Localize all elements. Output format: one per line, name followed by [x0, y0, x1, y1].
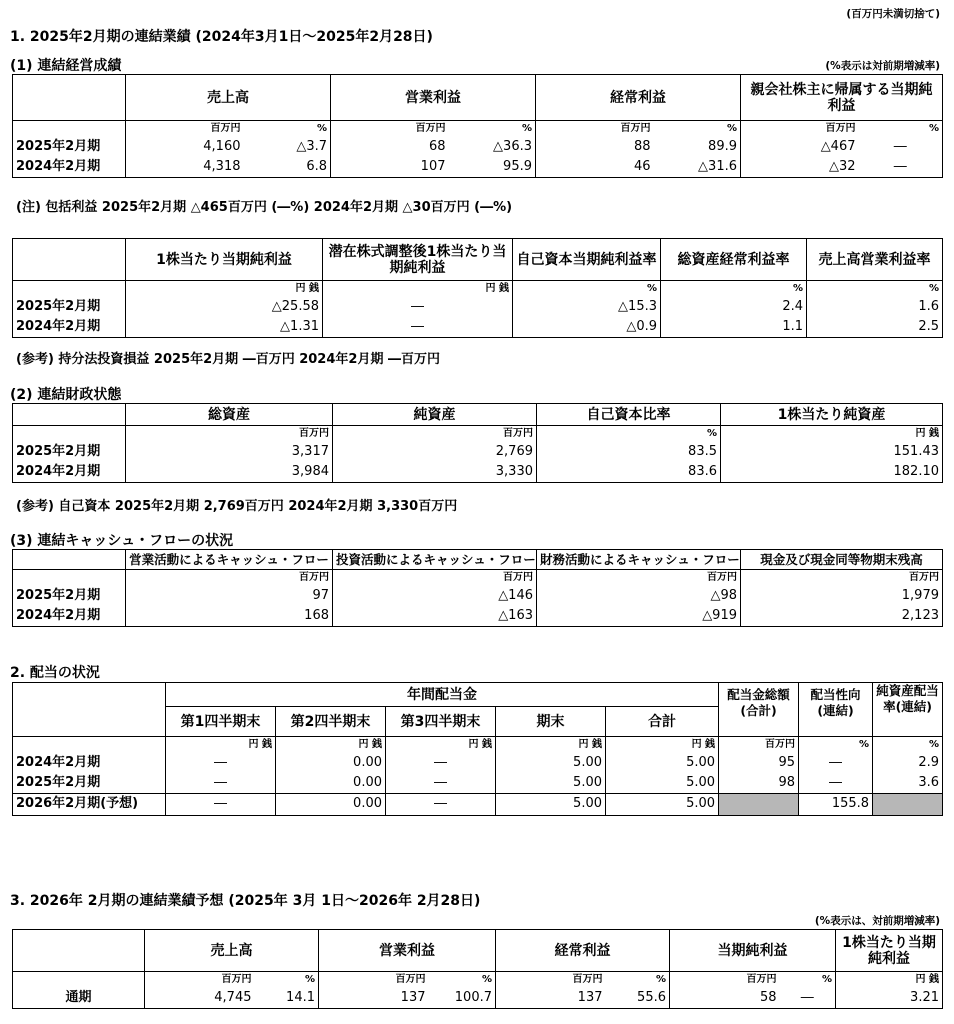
value-cell: 2,123: [741, 606, 943, 626]
value-cell: 2.4: [661, 297, 807, 317]
unit-cell: 百万円: [126, 121, 244, 138]
value-cell: ―: [780, 988, 836, 1008]
value-cell: 98: [719, 773, 799, 793]
value-cell: ―: [799, 773, 873, 793]
header-total-assets: 総資産: [126, 404, 333, 426]
value-cell: △25.58: [126, 297, 323, 317]
unit-cell: %: [799, 737, 873, 754]
table-row: [13, 137, 943, 157]
value-cell: 95: [719, 753, 799, 773]
header-q3: 第3四半期末: [386, 707, 496, 737]
header-ordinary-income: 経常利益: [496, 930, 670, 972]
unit-cell: 百万円: [741, 570, 943, 587]
dividend-title: 2. 配当の状況: [10, 665, 100, 681]
cashflow-table: [12, 549, 943, 627]
header-sales: 売上高: [145, 930, 319, 972]
unit-cell: %: [429, 972, 496, 989]
header-sales: 売上高: [126, 75, 331, 121]
header-bps: 1株当たり純資産: [721, 404, 943, 426]
header-operating-income: 営業利益: [331, 75, 536, 121]
row-label: 2025年2月期: [13, 442, 126, 462]
unit-cell: %: [255, 972, 319, 989]
value-cell: ―: [323, 297, 513, 317]
table-row: [13, 773, 943, 793]
comprehensive-income-note: (注) 包括利益 2025年2月期 △465百万円 (―%) 2024年2月期 △30百万円 (―%): [16, 200, 513, 215]
unit-cell: %: [244, 121, 331, 138]
table-row: [13, 606, 943, 626]
value-cell: ―: [386, 753, 496, 773]
value-cell: 5.00: [606, 773, 719, 793]
section2-title: (2) 連結財政状態: [10, 387, 122, 403]
header-eps: 1株当たり当期純利益: [126, 239, 323, 281]
value-cell: 95.9: [449, 157, 536, 177]
value-cell: △0.9: [513, 317, 661, 337]
value-cell: △919: [537, 606, 741, 626]
value-cell: 58: [670, 988, 780, 1008]
header-q2: 第2四半期末: [276, 707, 386, 737]
value-cell: △467: [741, 137, 859, 157]
table-row: [13, 462, 943, 482]
header-payout-ratio: 配当性向(連結): [799, 683, 873, 737]
shaded-cell: [873, 793, 943, 815]
value-cell: 2.5: [807, 317, 943, 337]
value-cell: 55.6: [606, 988, 670, 1008]
row-label: 2025年2月期: [13, 773, 166, 793]
unit-cell: 百万円: [331, 121, 449, 138]
header-net-income: 親会社株主に帰属する当期純利益: [741, 75, 943, 121]
unit-cell: %: [654, 121, 741, 138]
table-row: [13, 753, 943, 773]
table-row: [13, 793, 943, 815]
corner-cell: [13, 75, 126, 121]
unit-cell: 百万円: [670, 972, 780, 989]
forecast-table: [12, 929, 943, 1009]
value-cell: 137: [496, 988, 606, 1008]
header-annual-dividend: 年間配当金: [166, 683, 719, 707]
unit-cell: 円 銭: [496, 737, 606, 754]
row-label: 2024年2月期: [13, 157, 126, 177]
unit-cell: 円 銭: [166, 737, 276, 754]
shaded-cell: [719, 793, 799, 815]
value-cell: 68: [331, 137, 449, 157]
value-cell: 88: [536, 137, 654, 157]
header-operating-cf: 営業活動によるキャッシュ・フロー: [126, 550, 333, 570]
value-cell: 2.9: [873, 753, 943, 773]
forecast-title: 3. 2026年 2月期の連結業績予想 (2025年 3月 1日～2026年 2月28日): [10, 893, 481, 909]
row-label: 2024年2月期: [13, 317, 126, 337]
unit-cell: 百万円: [145, 972, 255, 989]
header-financing-cf: 財務活動によるキャッシュ・フロー: [537, 550, 741, 570]
header-roe: 自己資本当期純利益率: [513, 239, 661, 281]
value-cell: 0.00: [276, 753, 386, 773]
value-cell: 168: [126, 606, 333, 626]
unit-cell: 百万円: [126, 570, 333, 587]
value-cell: 4,318: [126, 157, 244, 177]
value-cell: △1.31: [126, 317, 323, 337]
value-cell: 5.00: [496, 793, 606, 815]
unit-cell: %: [537, 426, 721, 443]
value-cell: 4,745: [145, 988, 255, 1008]
dividend-table: [12, 682, 943, 816]
header-net-assets: 純資産: [333, 404, 537, 426]
unit-cell: 円 銭: [276, 737, 386, 754]
table-row: [13, 297, 943, 317]
header-roa: 総資産経常利益率: [661, 239, 807, 281]
value-cell: ―: [166, 793, 276, 815]
value-cell: ―: [323, 317, 513, 337]
header-total-dividend: 配当金総額(合計): [719, 683, 799, 737]
table-row: [13, 317, 943, 337]
value-cell: △163: [333, 606, 537, 626]
results-subtitle: (1) 連結経営成績: [10, 58, 122, 74]
unit-cell: 百万円: [333, 570, 537, 587]
forecast-pct-note: (%表示は、対前期増減率): [814, 915, 940, 927]
unit-cell: 円 銭: [606, 737, 719, 754]
header-eps: 1株当たり当期純利益: [836, 930, 943, 972]
label-cell: [13, 121, 126, 138]
value-cell: 46: [536, 157, 654, 177]
unit-cell: 円 銭: [836, 972, 943, 989]
value-cell: ―: [859, 137, 943, 157]
row-label: 2024年2月期: [13, 462, 126, 482]
header-total: 合計: [606, 707, 719, 737]
per-share-table: [12, 238, 943, 338]
value-cell: 182.10: [721, 462, 943, 482]
unit-cell: 百万円: [741, 121, 859, 138]
unit-cell: %: [513, 281, 661, 298]
value-cell: 5.00: [606, 753, 719, 773]
header-q1: 第1四半期末: [166, 707, 276, 737]
results-table: [12, 74, 943, 178]
header-doe: 純資産配当率(連結): [873, 683, 943, 737]
value-cell: △36.3: [449, 137, 536, 157]
table-row: [13, 442, 943, 462]
unit-cell: 百万円: [319, 972, 429, 989]
unit-cell: 百万円: [126, 426, 333, 443]
header-ordinary-income: 経常利益: [536, 75, 741, 121]
value-cell: 0.00: [276, 793, 386, 815]
unit-cell: 円 銭: [126, 281, 323, 298]
unit-cell: 百万円: [333, 426, 537, 443]
value-cell: 83.6: [537, 462, 721, 482]
header-equity-ratio: 自己資本比率: [537, 404, 721, 426]
financial-position-table: [12, 403, 943, 483]
row-label: 通期: [13, 988, 145, 1008]
value-cell: ―: [386, 793, 496, 815]
unit-cell: %: [449, 121, 536, 138]
value-cell: 89.9: [654, 137, 741, 157]
value-cell: 3.21: [836, 988, 943, 1008]
value-cell: 83.5: [537, 442, 721, 462]
value-cell: 97: [126, 586, 333, 606]
value-cell: 4,160: [126, 137, 244, 157]
equity-method-ref: (参考) 持分法投資損益 2025年2月期 ―百万円 2024年2月期 ―百万円: [16, 352, 440, 367]
row-label: 2025年2月期: [13, 586, 126, 606]
value-cell: △146: [333, 586, 537, 606]
value-cell: 1,979: [741, 586, 943, 606]
value-cell: ―: [799, 753, 873, 773]
unit-cell: %: [780, 972, 836, 989]
value-cell: 3,984: [126, 462, 333, 482]
unit-cell: %: [661, 281, 807, 298]
value-cell: 3,330: [333, 462, 537, 482]
equity-ref: (参考) 自己資本 2025年2月期 2,769百万円 2024年2月期 3,330百万円: [16, 499, 458, 514]
value-cell: 14.1: [255, 988, 319, 1008]
row-label: 2025年2月期: [13, 137, 126, 157]
value-cell: 137: [319, 988, 429, 1008]
unit-cell: %: [873, 737, 943, 754]
value-cell: ―: [166, 773, 276, 793]
value-cell: 151.43: [721, 442, 943, 462]
value-cell: 3.6: [873, 773, 943, 793]
header-diluted-eps: 潜在株式調整後1株当たり当期純利益: [323, 239, 513, 281]
unit-cell: %: [807, 281, 943, 298]
value-cell: 0.00: [276, 773, 386, 793]
value-cell: 1.6: [807, 297, 943, 317]
table-row: [13, 586, 943, 606]
value-cell: ―: [386, 773, 496, 793]
section1-title: 1. 2025年2月期の連結業績 (2024年3月1日～2025年2月28日): [10, 29, 433, 45]
header-year-end: 期末: [496, 707, 606, 737]
value-cell: △31.6: [654, 157, 741, 177]
unit-cell: %: [606, 972, 670, 989]
header-op-margin: 売上高営業利益率: [807, 239, 943, 281]
value-cell: ―: [859, 157, 943, 177]
header-cash-end: 現金及び現金同等物期末残高: [741, 550, 943, 570]
value-cell: ―: [166, 753, 276, 773]
value-cell: 3,317: [126, 442, 333, 462]
value-cell: 6.8: [244, 157, 331, 177]
unit-cell: 百万円: [536, 121, 654, 138]
value-cell: △15.3: [513, 297, 661, 317]
unit-cell: 百万円: [537, 570, 741, 587]
value-cell: 5.00: [606, 793, 719, 815]
unit-cell: 円 銭: [323, 281, 513, 298]
value-cell: △32: [741, 157, 859, 177]
row-label: 2024年2月期: [13, 606, 126, 626]
value-cell: 1.1: [661, 317, 807, 337]
table-row: [13, 988, 943, 1008]
header-investing-cf: 投資活動によるキャッシュ・フロー: [333, 550, 537, 570]
pct-note: (%表示は対前期増減率): [825, 60, 940, 72]
value-cell: 107: [331, 157, 449, 177]
value-cell: △3.7: [244, 137, 331, 157]
unit-cell: 円 銭: [721, 426, 943, 443]
value-cell: △98: [537, 586, 741, 606]
row-label: 2025年2月期: [13, 297, 126, 317]
unit-cell: %: [859, 121, 943, 138]
unit-note: (百万円未満切捨て): [846, 8, 940, 20]
value-cell: 155.8: [799, 793, 873, 815]
unit-cell: 百万円: [719, 737, 799, 754]
value-cell: 2,769: [333, 442, 537, 462]
row-label: 2024年2月期: [13, 753, 166, 773]
value-cell: 5.00: [496, 753, 606, 773]
header-net-income: 当期純利益: [670, 930, 836, 972]
row-label: 2026年2月期(予想): [13, 793, 166, 815]
header-operating-income: 営業利益: [319, 930, 496, 972]
value-cell: 5.00: [496, 773, 606, 793]
unit-cell: 円 銭: [386, 737, 496, 754]
section3-title: (3) 連結キャッシュ・フローの状況: [10, 533, 234, 549]
value-cell: 100.7: [429, 988, 496, 1008]
table-row: [13, 157, 943, 177]
unit-cell: 百万円: [496, 972, 606, 989]
